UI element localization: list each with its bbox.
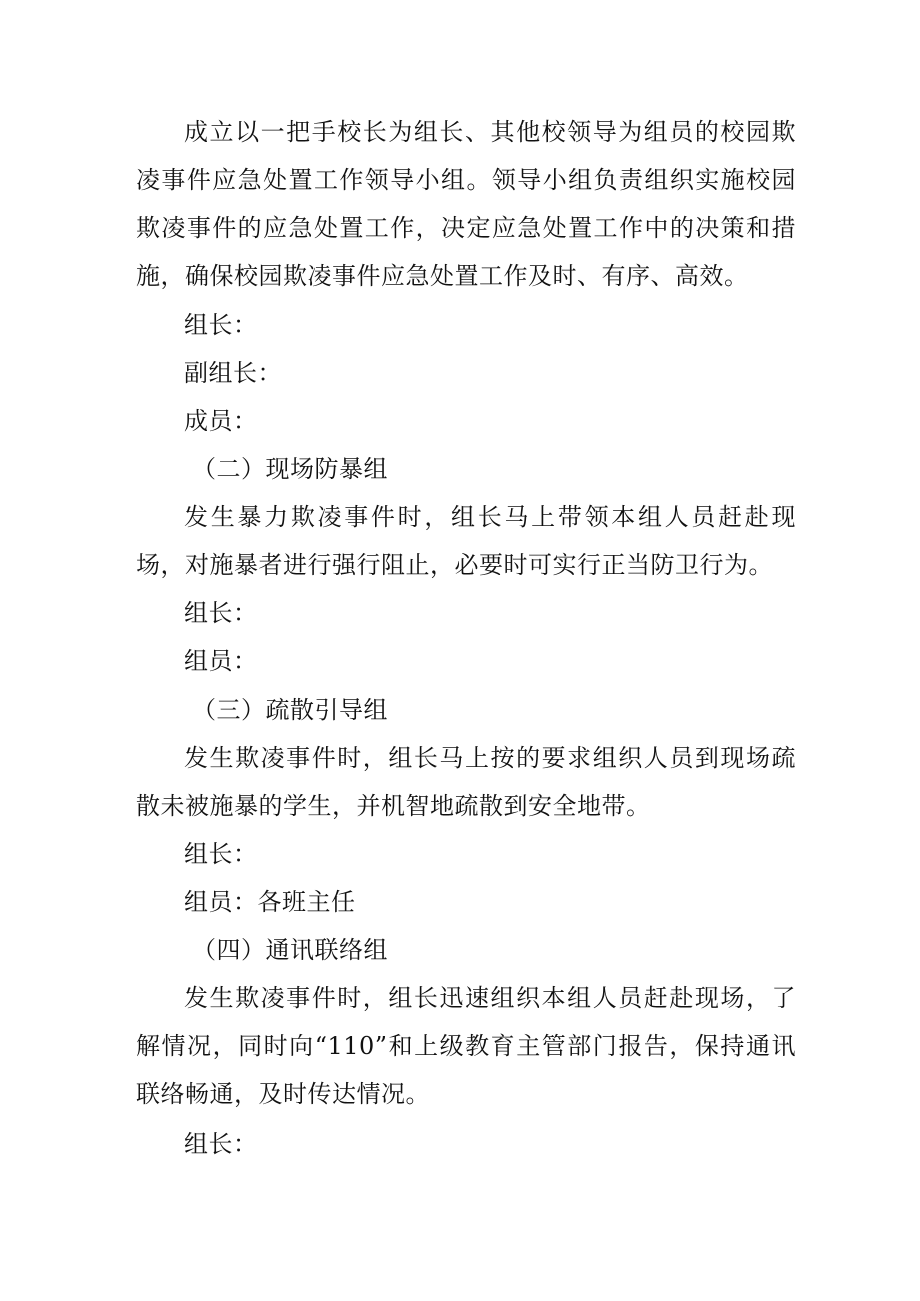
section-heading-3: （三）疏散引导组 — [192, 696, 388, 724]
members-line-1: 成员： — [184, 407, 258, 435]
leader-line-3: 组长： — [184, 840, 258, 868]
paragraph-evacuation: 发生欺凌事件时，组长马上按的要求组织人员到现场疏散未被施暴的学生，并机智地疏散到安全地带。 — [136, 744, 796, 820]
vice-leader-line-1: 副组长： — [184, 359, 282, 387]
leader-line-4: 组长： — [184, 1130, 258, 1158]
members-line-3: 组员：各班主任 — [184, 888, 356, 916]
paragraph-riot-control: 发生暴力欺凌事件时，组长马上带领本组人员赶赴现场，对施暴者进行强行阻止，必要时可实行正当防卫行为。 — [136, 503, 796, 579]
paragraph-communication: 发生欺凌事件时，组长迅速组织本组人员赶赴现场，了解情况，同时向“110”和上级教育主管部门报告，保持通讯联络畅通，及时传达情况。 — [136, 984, 796, 1108]
section-heading-2: （二）现场防暴组 — [192, 455, 388, 483]
section-heading-4: （四）通讯联络组 — [192, 936, 388, 964]
leader-line-1: 组长： — [184, 311, 258, 339]
paragraph-leadership-group: 成立以一把手校长为组长、其他校领导为组员的校园欺凌事件应急处置工作领导小组。领导小组负责组织实施校园欺凌事件的应急处置工作，决定应急处置工作中的决策和措施，确保校园欺凌事件应急处置工作及时、有序、高效。 — [136, 118, 796, 290]
leader-line-2: 组长： — [184, 599, 258, 627]
members-line-2: 组员： — [184, 647, 258, 675]
